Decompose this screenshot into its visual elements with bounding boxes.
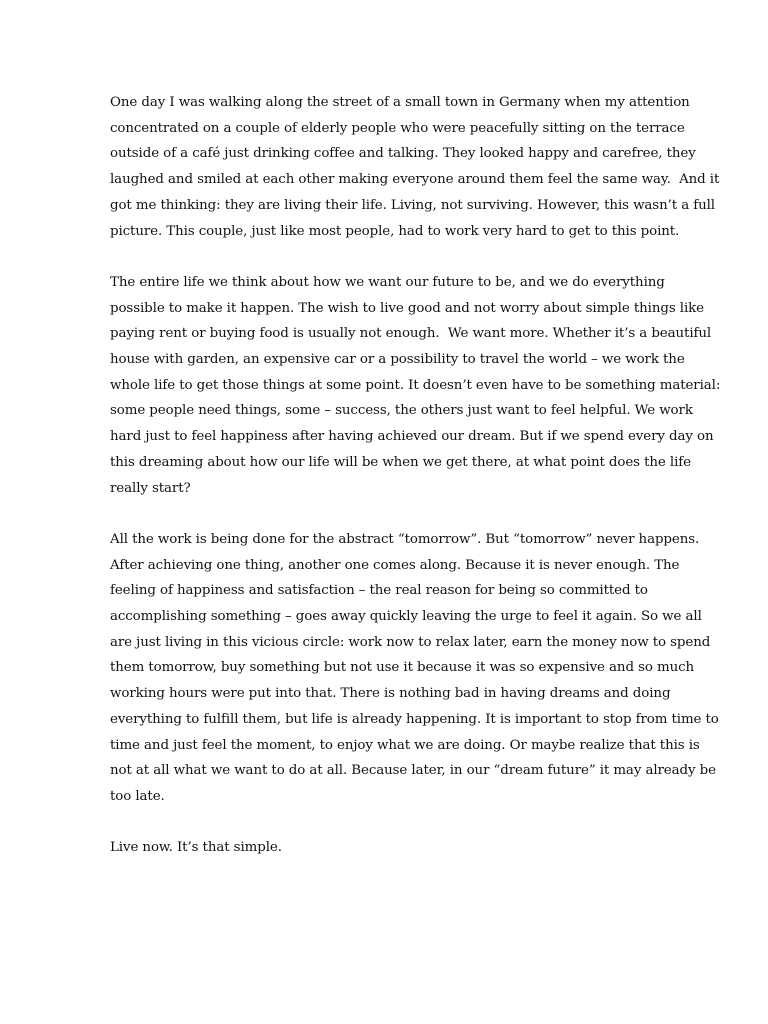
essay-body (110, 90, 725, 887)
paragraph-4: Live now. It’s that simple. (110, 840, 282, 856)
paragraph-2: The entire life we think about how we want our future to be, and we do everything possible to make it happen. The wish to live good and not worry about simple things like paying rent or buying food is usually not enough. We want more. Whether it’s a beautiful house with garden, an expensive car or a possibility to travel the world – we work the whole life to get those things at some point. It doesn’t even have to be something material: some people need things, some – success, the others just want to feel helpful. We work hard just to feel happiness after having achieved our dream. But if we spend every day on this dreaming about how our life will be when we get there, at what point does the life really start? (110, 274, 725, 496)
paragraph-3: All the work is being done for the abstract “tomorrow”. But “tomorrow” never happens. After achieving one thing, another one comes along. Because it is never enough. The feeling of happiness and satisfaction – the real reason for being so committed to accomplishing something – goes away quickly leaving the urge to feel it again. So we all are just living in this vicious circle: work now to relax later, earn the money now to spend them tomorrow, buy something but not use it because it was so expensive and so much working hours were put into that. There is nothing bad in having dreams and doing everything to fulfill them, but life is already happening. It is important to stop from time to time and just feel the moment, to enjoy what we are doing. Or maybe realize that this is not at all what we want to do at all. Because later, in our “dream future” it may already be too late. (110, 531, 723, 804)
paragraph-1: One day I was walking along the street of a small town in Germany when my attention concentrated on a couple of elderly people who were peacefully sitting on the terrace outside of a café just drinking coffee and talking. They looked happy and carefree, they laughed and smiled at each other making everyone around them feel the same way. And it got me thinking: they are living their life. Living, not surviving. However, this wasn’t a full picture. This couple, just like most people, had to work very hard to get to this point. (110, 95, 724, 239)
